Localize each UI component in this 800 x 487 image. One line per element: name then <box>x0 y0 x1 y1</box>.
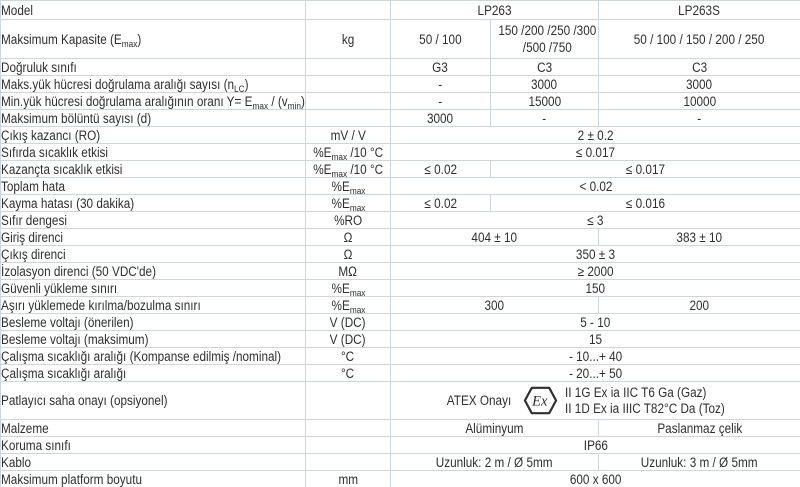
unit-cell <box>306 144 391 161</box>
unit-sub: max <box>331 168 347 178</box>
param-label-cell <box>1 127 306 144</box>
row-label: Kayma hatası (30 dakika) <box>1 195 135 211</box>
capacity-label: Maksimum Kapasite $(E_{max})$ <box>1 31 142 50</box>
value-cell <box>599 454 800 471</box>
unit-cell <box>306 212 391 229</box>
row-label: Kazançta sıcaklık etkisi <box>1 161 123 177</box>
row-label: Çıkış kazancı (RO) <box>1 127 101 143</box>
row-vmin <box>1 93 800 110</box>
unit-sub: max <box>349 287 365 297</box>
unit-cell <box>306 229 391 246</box>
row-cable <box>1 454 800 471</box>
capacity-lp263-low: 50 / 100 <box>419 31 462 47</box>
unit-cell <box>306 280 391 297</box>
value-cell <box>391 297 599 314</box>
value-text: 10000 <box>683 93 716 109</box>
row-tempcomp <box>1 348 800 365</box>
param-label-cell <box>1 314 306 331</box>
row-accuracy <box>1 59 800 76</box>
value-text: 150 <box>585 280 606 296</box>
param-label-cell <box>1 1 306 20</box>
unit-cell <box>306 471 391 487</box>
model-lp263: LP263 <box>477 2 512 18</box>
value-text: - 20...+ 50 <box>568 365 623 381</box>
value-text: ≤ 0.017 <box>575 144 616 160</box>
row-label: Malzeme <box>1 420 49 436</box>
row-excrec <box>1 314 800 331</box>
row-label: Sıfır dengesi <box>1 212 67 228</box>
row-label: Maks.yük hücresi doğrulama aralığı sayısı $(n_{LC})$ <box>1 76 249 93</box>
row-atex <box>1 382 800 420</box>
capacity-lp263-high: 150 /200 /250 /300 /500 /750 <box>498 23 597 55</box>
param-label-cell <box>1 437 306 454</box>
value-cell <box>391 76 491 93</box>
atex-code-lines <box>565 385 749 417</box>
value-cell <box>599 20 800 59</box>
value-text: 350 ± 3 <box>575 246 616 262</box>
value-text: - 10...+ 40 <box>568 348 623 364</box>
row-label: Maksimum bölüntü sayısı (d) <box>1 110 152 126</box>
row-spantemp <box>1 161 800 178</box>
row-temprange <box>1 365 800 382</box>
value-text: Uzunluk: 2 m / Ø 5mm <box>436 454 553 470</box>
row-creep <box>1 195 800 212</box>
value-text: - <box>542 110 547 126</box>
unit-cell <box>306 263 391 280</box>
param-label-cell <box>1 93 306 110</box>
row-label: Çalışma sıcaklığı aralığı (Kompanse edilmiş /nominal) <box>1 348 282 364</box>
value-text: - <box>438 93 443 109</box>
label-sub: LC <box>234 83 245 93</box>
unit-text: $\%E_{max}$ <box>331 195 365 212</box>
unit-text: $\%E_{max}$ <box>331 297 365 314</box>
value-cell <box>491 20 599 59</box>
value-cell <box>599 229 800 246</box>
value-text: 200 <box>689 297 710 313</box>
param-label-cell <box>1 76 306 93</box>
value-text: ≤ 0.02 <box>424 161 457 177</box>
value-text: ≤ 0.02 <box>424 195 457 211</box>
row-output <box>1 127 800 144</box>
atex-content <box>391 385 800 417</box>
param-label-cell <box>1 20 306 59</box>
unit-cell <box>306 331 391 348</box>
value-text: 15000 <box>528 93 561 109</box>
unit-cell <box>306 195 391 212</box>
value-text: < 0.02 <box>579 178 613 194</box>
row-label: Kablo <box>1 454 32 470</box>
value-cell <box>391 263 800 280</box>
unit-text: °C <box>341 348 355 364</box>
row-label: Çıkış direnci <box>1 246 66 262</box>
value-cell <box>391 314 800 331</box>
value-text: G3 <box>432 59 449 75</box>
value-cell <box>391 471 800 487</box>
value-text: 600 x 600 <box>569 471 622 487</box>
param-label-cell <box>1 382 306 420</box>
model-label: Model <box>1 2 33 18</box>
value-cell <box>391 454 599 471</box>
unit-cell <box>306 178 391 195</box>
unit-sub: max <box>331 151 347 161</box>
param-label-cell <box>1 161 306 178</box>
row-material <box>1 420 800 437</box>
param-label-cell <box>1 454 306 471</box>
value-cell <box>491 59 599 76</box>
row-label: Patlayıcı saha onayı (opsiyonel) <box>1 393 168 408</box>
unit-cell <box>306 1 391 20</box>
unit-cell <box>306 246 391 263</box>
value-cell <box>391 212 800 229</box>
row-label: Sıfırda sıcaklık etkisi <box>1 144 109 160</box>
unit-cell <box>306 20 391 59</box>
unit-text: Ω <box>343 229 353 245</box>
row-label: Min.yük hücresi doğrulama aralığının oranı $Y= E_{max} / (v_{min})$ <box>1 93 305 110</box>
atex-ex-icon <box>523 386 558 415</box>
label-sub: min <box>287 100 301 110</box>
model-lp263s-cell <box>599 1 800 20</box>
value-cell <box>391 437 800 454</box>
unit-text: V (DC) <box>330 314 366 330</box>
atex-line-dust: II 1D Ex ia IIIC T82°C Da (Toz) <box>565 400 725 416</box>
value-cell <box>491 93 599 110</box>
value-text: 5 - 10 <box>580 314 611 330</box>
value-cell <box>391 229 599 246</box>
value-cell <box>391 93 491 110</box>
unit-cell <box>306 93 391 110</box>
value-text: Uzunluk: 3 m / Ø 5mm <box>641 454 758 470</box>
value-cell <box>391 161 491 178</box>
value-cell <box>391 20 491 59</box>
unit-sub: max <box>349 202 365 212</box>
value-text: - <box>438 76 443 92</box>
row-inputres <box>1 229 800 246</box>
row-label: Koruma sınıfı <box>1 437 71 453</box>
unit-cell <box>306 161 391 178</box>
row-model <box>1 1 800 20</box>
row-label: Besleme voltajı (önerilen) <box>1 314 134 330</box>
unit-text: $\%E_{max}$ <box>331 178 365 195</box>
param-label-cell <box>1 331 306 348</box>
value-cell <box>391 110 491 127</box>
value-text: C3 <box>691 59 708 75</box>
value-cell <box>391 365 800 382</box>
param-label-cell <box>1 297 306 314</box>
row-nlc <box>1 76 800 93</box>
model-lp263s: LP263S <box>678 2 721 18</box>
row-zerobal <box>1 212 800 229</box>
row-label: Doğruluk sınıfı <box>1 59 77 75</box>
value-cell <box>391 280 800 297</box>
unit-text: V (DC) <box>330 331 366 347</box>
param-label-cell <box>1 178 306 195</box>
atex-value-cell <box>391 382 800 420</box>
unit-cell <box>306 59 391 76</box>
value-cell <box>391 178 800 195</box>
unit-kg: kg <box>341 31 355 47</box>
unit-text: $\%E_{max}$ /10 °C <box>313 161 383 178</box>
unit-text: mm <box>338 471 358 487</box>
value-text: 300 <box>484 297 505 313</box>
unit-cell <box>306 437 391 454</box>
row-label: Besleme voltajı (maksimum) <box>1 331 149 347</box>
value-text: ≤ 0.016 <box>625 195 666 211</box>
row-label: Giriş direnci <box>1 229 64 245</box>
value-text: IP66 <box>583 437 608 453</box>
param-label-cell <box>1 471 306 487</box>
unit-text: MΩ <box>338 263 358 279</box>
param-label-cell <box>1 144 306 161</box>
value-cell <box>599 110 800 127</box>
value-cell <box>391 59 491 76</box>
unit-sub: max <box>349 304 365 314</box>
value-text: 3000 <box>427 110 454 126</box>
row-platform <box>1 471 800 487</box>
param-label-cell <box>1 365 306 382</box>
value-text: Paslanmaz çelik <box>657 420 742 436</box>
unit-cell <box>306 348 391 365</box>
param-label-cell <box>1 110 306 127</box>
value-text: 404 ± 10 <box>471 229 518 245</box>
unit-cell <box>306 76 391 93</box>
value-cell <box>599 76 800 93</box>
value-cell <box>491 110 599 127</box>
atex-line-gas: II 1G Ex ia IIC T6 Ga (Gaz) <box>565 384 707 400</box>
value-cell <box>491 76 599 93</box>
unit-cell <box>306 454 391 471</box>
row-label: İzolasyon direnci (50 VDC'de) <box>1 263 157 279</box>
unit-cell <box>306 420 391 437</box>
unit-text: $\%E_{max}$ /10 °C <box>313 144 383 161</box>
model-lp263-cell <box>391 1 599 20</box>
value-cell <box>491 161 800 178</box>
value-cell <box>491 195 800 212</box>
row-excmax <box>1 331 800 348</box>
svg-text:Ex: Ex <box>532 393 548 410</box>
unit-cell <box>306 110 391 127</box>
row-outputres <box>1 246 800 263</box>
param-label-cell <box>1 229 306 246</box>
param-label-cell <box>1 212 306 229</box>
value-text: 15 <box>588 331 603 347</box>
unit-cell <box>306 382 391 420</box>
param-label-cell <box>1 420 306 437</box>
row-safeload <box>1 280 800 297</box>
value-text: ≥ 2000 <box>577 263 614 279</box>
unit-text: $\%E_{max}$ <box>331 280 365 297</box>
value-text: ≤ 3 <box>587 212 604 228</box>
value-cell <box>599 420 800 437</box>
label-sub: max <box>252 100 269 110</box>
param-label-cell <box>1 348 306 365</box>
unit-cell <box>306 365 391 382</box>
value-cell <box>391 127 800 144</box>
value-text: C3 <box>536 59 553 75</box>
row-label: Toplam hata <box>1 178 65 194</box>
param-label-cell <box>1 280 306 297</box>
value-text: 3000 <box>686 76 713 92</box>
unit-cell <box>306 314 391 331</box>
value-text: ≤ 0.017 <box>625 161 666 177</box>
unit-text: mV / V <box>330 127 366 143</box>
row-divisions <box>1 110 800 127</box>
value-cell <box>391 195 491 212</box>
unit-cell <box>306 127 391 144</box>
row-label: Aşırı yüklemede kırılma/bozulma sınırı <box>1 297 201 313</box>
value-text: 383 ± 10 <box>676 229 723 245</box>
unit-sub: max <box>349 185 365 195</box>
label-sub: max <box>121 38 138 50</box>
value-text: - <box>697 110 702 126</box>
value-cell <box>391 246 800 263</box>
unit-cell <box>306 297 391 314</box>
value-cell <box>599 297 800 314</box>
param-label-cell <box>1 195 306 212</box>
row-protection <box>1 437 800 454</box>
capacity-lp263s: 50 / 100 / 150 / 200 / 250 <box>634 31 765 47</box>
unit-text: °C <box>341 365 355 381</box>
value-cell <box>391 144 800 161</box>
value-cell <box>599 93 800 110</box>
row-label: Güvenli yükleme sınırı <box>1 280 118 296</box>
row-label: Maksimum platform boyutu <box>1 471 142 487</box>
param-label-cell <box>1 263 306 280</box>
row-totalerr <box>1 178 800 195</box>
value-text: 3000 <box>531 76 558 92</box>
row-zerotemp <box>1 144 800 161</box>
param-label-cell <box>1 246 306 263</box>
param-label-cell <box>1 59 306 76</box>
value-text: Alüminyum <box>465 420 524 436</box>
row-label: Çalışma sıcaklığı aralığı <box>1 365 127 381</box>
value-cell <box>391 420 599 437</box>
value-text: 2 ± 0.2 <box>577 127 614 143</box>
unit-text: Ω <box>343 246 353 262</box>
value-cell <box>391 331 800 348</box>
value-cell <box>599 59 800 76</box>
row-overload <box>1 297 800 314</box>
row-capacity <box>1 20 800 59</box>
value-cell <box>391 348 800 365</box>
atex-approval-label: ATEX Onayı <box>446 393 512 408</box>
row-insulation <box>1 263 800 280</box>
unit-text: %RO <box>333 212 363 228</box>
